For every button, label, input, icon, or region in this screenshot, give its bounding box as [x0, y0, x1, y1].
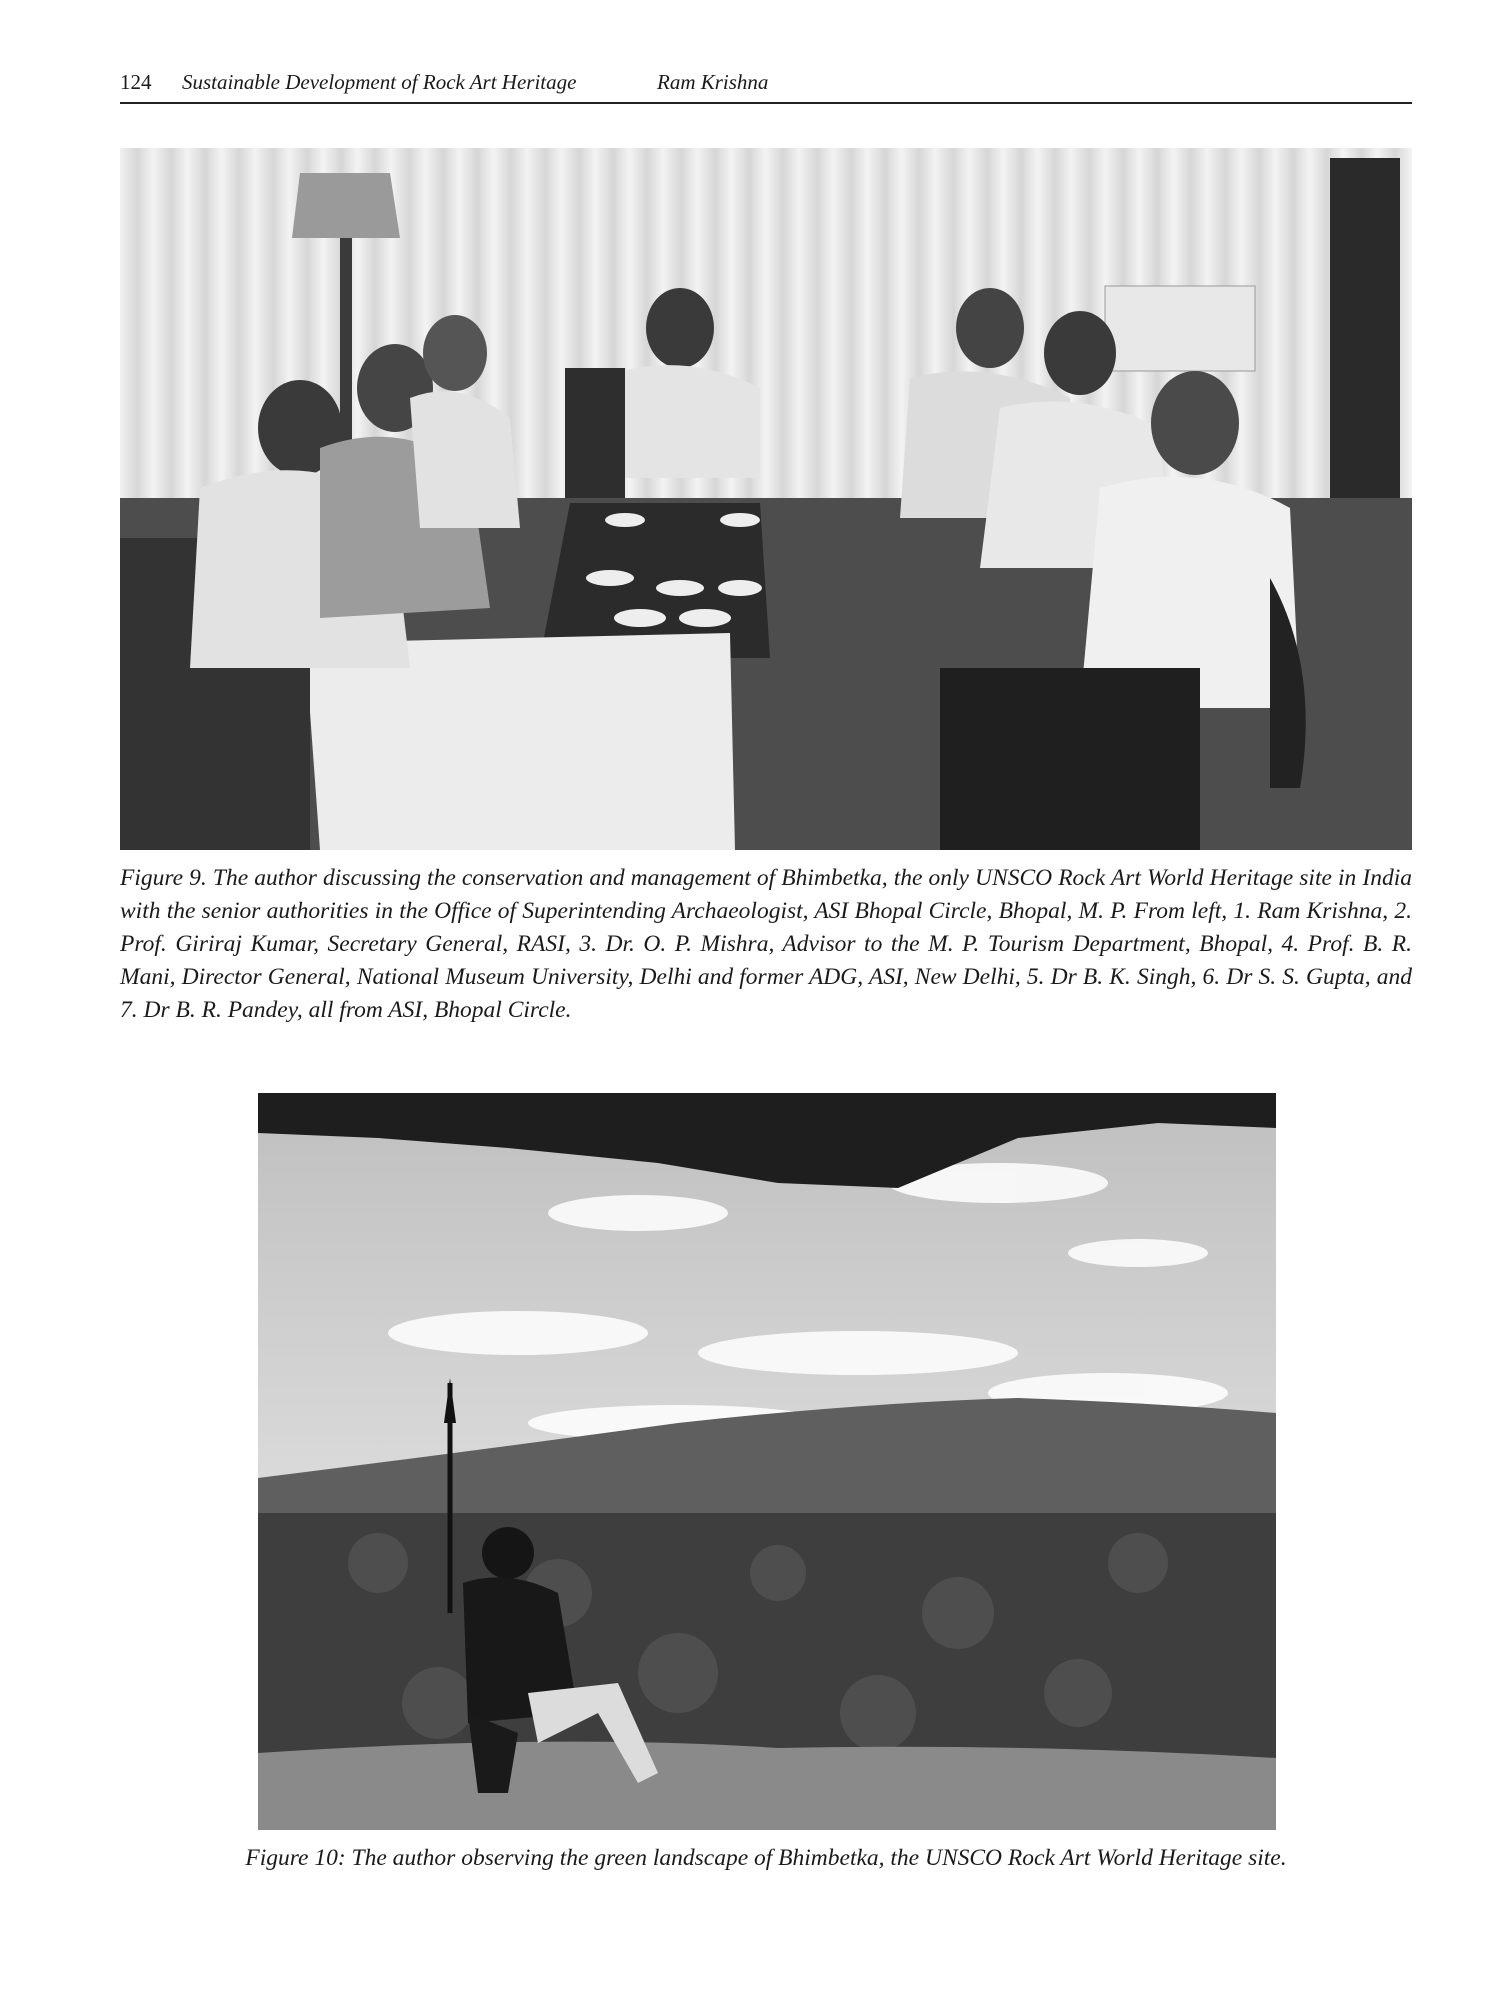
landscape-photo-drawing — [258, 1093, 1276, 1830]
author-name: Ram Krishna — [657, 70, 769, 94]
book-title: Sustainable Development of Rock Art Heritage — [182, 70, 577, 94]
figure-10-landscape-photo — [258, 1093, 1276, 1830]
figure-10-caption: Figure 10: The author observing the green landscape of Bhimbetka, the UNSCO Rock Art World Heritage site. — [245, 1845, 1287, 1871]
figure-9-caption: Figure 9. The author discussing the conservation and management of Bhimbetka, the only UNSCO Rock Art World Heritage site in India with the senior authorities in the Office of Superintending Archaeologist, ASI Bhopal Circle, Bhopal, M. P. From left, 1. Ram Krishna, 2. Prof. Giriraj Kumar, Secretary General, RASI, 3. Dr. O. P. Mishra, Advisor to the M. P. Tourism Department, Bhopal, 4. Prof. B. R. Mani, Director General, National Museum University, Delhi and former ADG, ASI, New Delhi, 5. Dr B. K. Singh, 6. Dr S. S. Gupta, and 7. Dr B. R. Pandey, all from ASI, Bhopal Circle. — [120, 865, 1412, 1023]
meeting-photo-drawing — [120, 148, 1412, 850]
running-header — [120, 70, 1412, 104]
figure-9-meeting-photo — [120, 148, 1412, 850]
page-number: 124 — [120, 70, 152, 94]
